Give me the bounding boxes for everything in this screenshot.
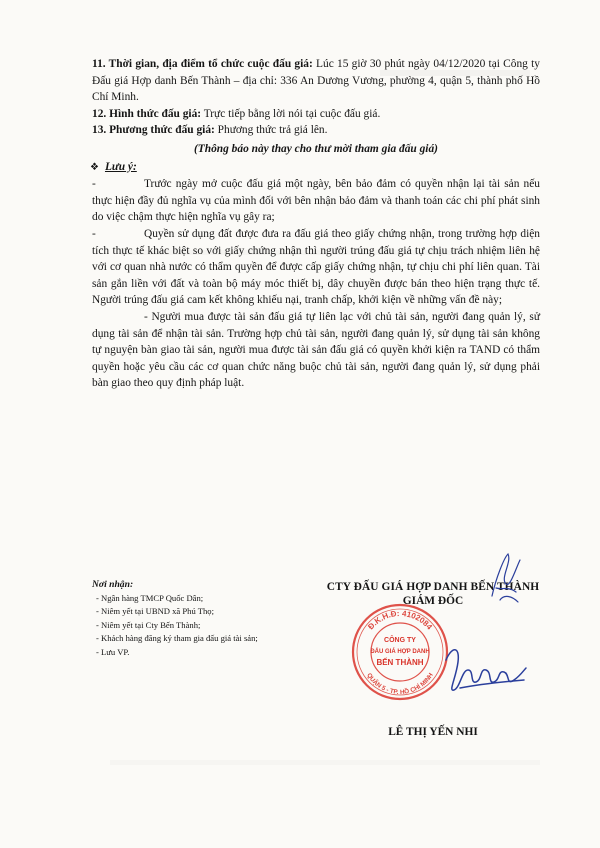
signer-organization: CTY ĐẤU GIÁ HỢP DANH BẾN THÀNH [326, 581, 540, 593]
section-12-label: 12. Hình thức đấu giá: [92, 107, 202, 120]
recipient-item: - Niêm yết tại Cty Bến Thành; [96, 619, 201, 630]
recipients-block [92, 578, 322, 659]
section-13-label: 13. Phương thức đấu giá: [92, 124, 215, 137]
seal-line-2: ĐẤU GIÁ HỢP DANH [370, 649, 430, 655]
note-item-3-text: - Người mua được tài sản đấu giá tự liên lạc với chủ tài sản, người đang quản lý, sử dụng tài sản để nhận tài sản. Trường hợp chủ tài sản, người đang quản lý, sử dụng tài sản không tự nguyện bàn giao tài sản, người mua được tài sản đấu giá có quyền khởi kiện ra TAND có thẩm quyền hoặc yêu cầu các cơ quan chức năng buộc chủ tài sản, người đang quản lý, sử dụng phải bàn giao theo quy định pháp luật. [92, 310, 540, 390]
director-signature-icon [440, 640, 530, 700]
recipient-item: - Ngân hàng TMCP Quốc Dân; [96, 592, 204, 603]
section-12 [92, 106, 540, 123]
recipient-item: - Lưu VP. [96, 646, 130, 657]
note-heading-row [90, 159, 540, 177]
signature-flourish-icon [486, 548, 526, 608]
recipient-item: - Niêm yết tại UBND xã Phú Thọ; [96, 606, 214, 616]
section-13 [92, 122, 540, 139]
seal-line-3: BẾN THÀNH [376, 658, 424, 667]
main-content [92, 56, 540, 392]
note-item-3 [92, 309, 540, 392]
note-item-2 [92, 226, 540, 309]
signer-role: GIÁM ĐỐC [402, 595, 464, 607]
company-seal-icon [350, 602, 450, 702]
dash-bullet-icon: - [92, 178, 96, 191]
recipients-title: Nơi nhận: [92, 579, 134, 590]
note-item-1-text: Trước ngày mở cuộc đấu giá một ngày, bên bảo đảm có quyền nhận lại tài sản nếu thực hiện đầy đủ nghĩa vụ của mình đối với bên nhận bảo đảm và thanh toán các chi phí phát sinh do việc chậm thực hiện nghĩa vụ gây ra; [92, 178, 540, 224]
note-item-2-text: Quyền sử dụng đất được đưa ra đấu giá theo giấy chứng nhận, trong trường hợp diện tích thực tế khác biệt so với giấy chứng nhận thì người trúng đấu giá tự chịu trách nhiệm liên hệ với cơ quan nhà nước có thẩm quyền để được cấp giấy chứng nhận, tự chịu chi phí liên quan. Tài sản gắn liền với đất và toàn bộ máy móc thiết bị, dây chuyền được bán theo hiện trạng thực tế. Người trúng đấu giá cam kết không khiếu nại, tranh chấp, khởi kiện về những vấn đề này; [92, 227, 540, 307]
signer-name: LÊ THỊ YẾN NHI [388, 726, 478, 738]
seal-top-arc-path: Đ.K.H.Đ: 4102084 [366, 608, 434, 632]
notice-replace-invitation: (Thông báo này thay cho thư mời tham gia đấu giá) [194, 142, 438, 155]
diamond-bullet-icon: ❖ [90, 161, 99, 173]
note-heading: Lưu ý: [104, 160, 137, 173]
section-12-text: Trực tiếp bằng lời nói tại cuộc đấu giá. [201, 107, 381, 120]
dash-bullet-icon: - [92, 227, 96, 240]
note-item-1 [92, 176, 540, 226]
section-11-text: Lúc 15 giờ 30 phút ngày 04/12/2020 tại Công ty Đấu giá Hợp danh Bến Thành – địa chỉ: 336 An Dương Vương, phường 4, quận 5, thành phố Hồ Chí Minh. [92, 58, 540, 104]
section-11-label: 11. Thời gian, địa điểm tổ chức cuộc đấu giá: [92, 58, 313, 70]
seal-bottom-arc-path: QUẬN 5 - TP. HỒ CHÍ MINH [365, 671, 435, 697]
section-11 [92, 56, 540, 106]
section-13-text: Phương thức trả giá lên. [214, 124, 328, 137]
recipient-item: - Khách hàng đăng ký tham gia đấu giá tài sản; [96, 633, 258, 643]
seal-line-1: CÔNG TY [384, 637, 416, 644]
